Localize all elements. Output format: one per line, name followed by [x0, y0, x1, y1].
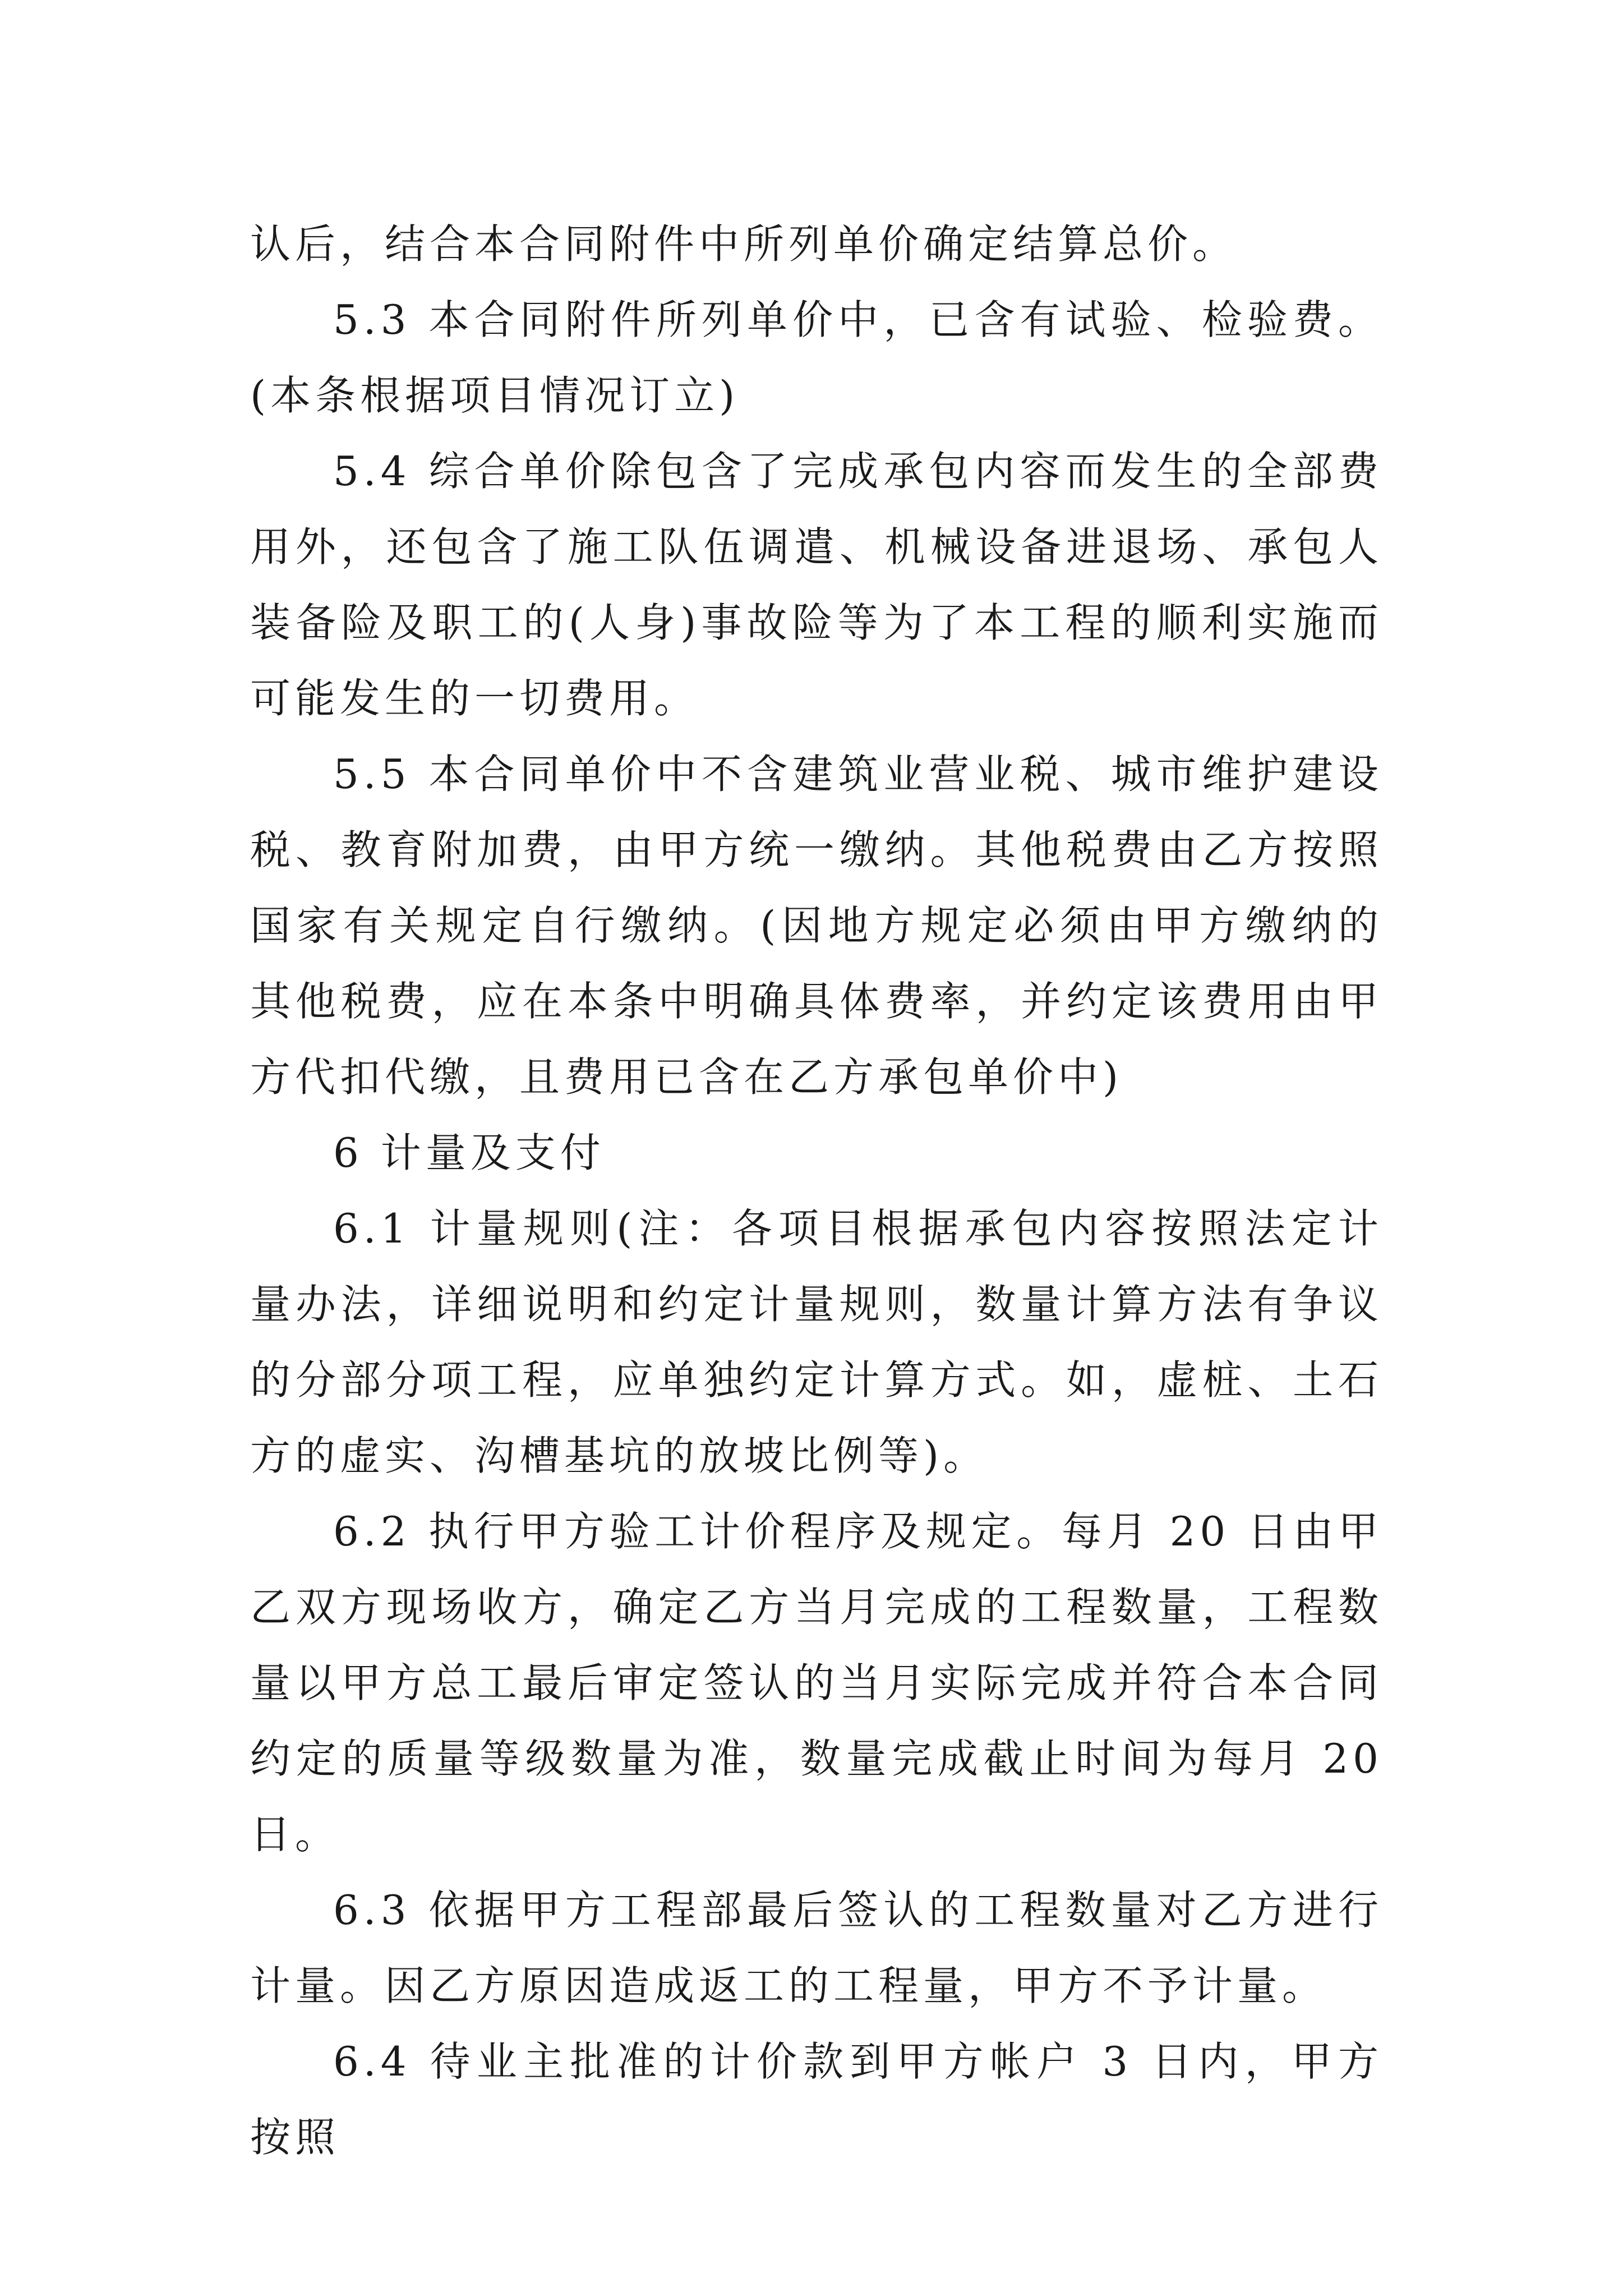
paragraph-6-2: 6.2 执行甲方验工计价程序及规定。每月 20 日由甲乙双方现场收方，确定乙方当月完成的工程数量，工程数量以甲方总工最后审定签认的当月实际完成并符合本合同约定的质量等级数量为准，数量完成截止时间为每月 20 日。 [250, 1508, 1383, 1858]
section-6-heading: 6 计量及支付 [333, 1129, 605, 1176]
paragraph-6-1: 6.1 计量规则(注：各项目根据承包内容按照法定计量办法，详细说明和约定计量规则，数量计算方法有争议的分部分项工程，应单独约定计算方式。如，虚桩、土石方的虚实、沟槽基坑的放坡比例等)。 [250, 1205, 1383, 1479]
paragraph-6-4: 6.4 待业主批准的计价款到甲方帐户 3 日内，甲方按照 [250, 2038, 1383, 2161]
document-body [250, 206, 1383, 2175]
paragraph-5-4: 5.4 综合单价除包含了完成承包内容而发生的全部费用外，还包含了施工队伍调遣、机械设备进退场、承包人装备险及职工的(人身)事故险等为了本工程的顺利实施而可能发生的一切费用。 [250, 448, 1383, 722]
paragraph-6-3: 6.3 依据甲方工程部最后签认的工程数量对乙方进行计量。因乙方原因造成返工的工程量，甲方不予计量。 [250, 1887, 1383, 2009]
paragraph-5-2-continuation: 认后，结合本合同附件中所列单价确定结算总价。 [250, 220, 1238, 268]
paragraph-5-3: 5.3 本合同附件所列单价中，已含有试验、检验费。(本条根据项目情况订立) [250, 296, 1383, 419]
paragraph-5-5: 5.5 本合同单价中不含建筑业营业税、城市维护建设税、教育附加费，由甲方统一缴纳。其他税费由乙方按照国家有关规定自行缴纳。(因地方规定必须由甲方缴纳的其他税费，应在本条中明确具体费率，并约定该费用由甲方代扣代缴，且费用已含在乙方承包单价中) [250, 751, 1383, 1101]
